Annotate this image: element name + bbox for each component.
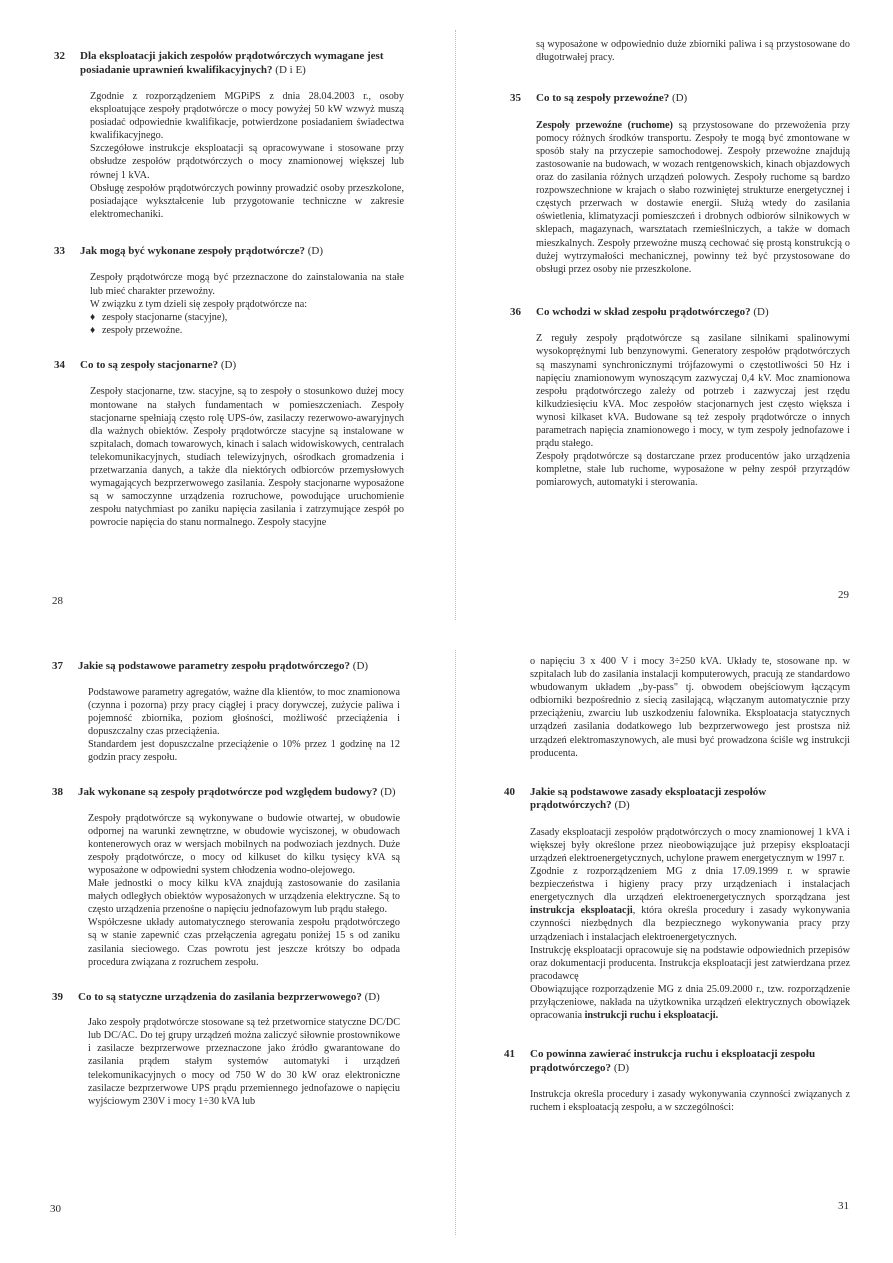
question-37 (52, 660, 400, 764)
paragraph: Podstawowe parametry agregatów, ważne dla klientów, to moc znamionowa (czynna i pozorna) przy pracy ciągłej i pracy dorywczej, zużycie paliwa i pojemność zbiornika, poziom głośności, możliwość przeciążenia i dopuszczalny czas przeciążenia. (88, 686, 400, 737)
answer (88, 1016, 400, 1108)
question-title: Jak mogą być wykonane zespoły prądotwórcze? (D) (80, 244, 324, 257)
question-number: 36 (510, 305, 521, 318)
paragraph: W związku z tym dzieli się zespoły prądotwórcze na: (90, 298, 308, 310)
answer (90, 385, 404, 529)
question-32 (54, 50, 404, 221)
page-29-column (510, 38, 850, 495)
paragraph: Z reguły zespoły prądotwórcze są zasilane silnikami spalinowymi wysokoprężnymi lub benzynowymi. Generatory zespołów prądotwórczych są maszynami synchronicznymi trójfazowymi o częstotliwości 50 Hz i napięciu znamionowym wynoszącym zazwyczaj 0,4 kV. Moc znamionowa zespołu prądotwórczego zależy od potrzeb i zazwyczaj jest rzędu kilkudziesięciu kVA. Moc zespołów stacjonarnych jest często większa i wynosi kilkaset kVA. Budowane są też zespoły prądotwórcze o innych parametrach napięcia znamionowego i mocy, w tym zespoły jednofazowe i prądu stałego. (536, 333, 850, 450)
paragraph: Instrukcja określa procedury i zasady wykonywania czynności związanych z ruchem i eksploatacją zespołu, a w szczególności: (530, 1089, 850, 1114)
page-number: 31 (838, 1200, 849, 1212)
question-title: Co powinna zawierać instrukcja ruchu i eksploatacji zespołu prądotwórczego? (D) (530, 1048, 816, 1074)
diamond-bullet-icon: ♦ (90, 324, 96, 336)
continuation (530, 655, 850, 760)
page-number: 30 (50, 1203, 61, 1215)
question-38 (52, 786, 400, 969)
paragraph: o napięciu 3 x 400 V i mocy 3÷250 kVA. Układy te, stosowane np. w szpitalach lub do zasilania instalacji komputerowych, pracują ze standardowo wbudowanym układem „by-pass" tj. obwodem obejściowym łączącym odbiorniki bezpośrednio z siecią zasilającą, włączanym automatycznie przy przeciążeniu, zwarciu lub uszkodzeniu falownika. Eksploatacja statycznych urządzeń zasilania dodatkowego lub bezprzerwowego jest prostsza niż urządzeń elektromaszynowych, ale musi być prowadzona ściśle wg instrukcji producenta. (530, 656, 850, 759)
question-number: 33 (54, 244, 65, 257)
answer (536, 119, 850, 276)
paragraph: są wyposażone w odpowiednio duże zbiorniki paliwa i są przystosowane do długotrwałej pracy. (536, 39, 850, 64)
question-title: Co to są zespoły przewoźne? (D) (536, 92, 688, 105)
paragraph: Zespoły prądotwórcze są dostarczane przez producentów jako urządzenia kompletne, stałe lub ruchome, wyposażone w pełny zespół przyrządów pomiarowych, automatyki i sterowania. (536, 451, 850, 489)
page-number: 29 (838, 589, 849, 601)
question-40 (504, 785, 850, 1022)
paragraph: Małe jednostki o mocy kilku kVA znajdują zastosowanie do zasilania małych odległych obiektów wyposażonych w urządzenia elektryczne. Są to często urządzenia przenośne o napięciu jednofazowym lub prądu stałego. (88, 878, 400, 916)
question-33 (54, 244, 404, 337)
page-28-column (54, 50, 404, 535)
question-title: Co to są statyczne urządzenia do zasilania bezprzerwowego? (D) (78, 990, 380, 1003)
paragraph: Zgodnie z rozporządzeniem MGPiPS z dnia 28.04.2003 r., osoby eksploatujące zespoły prądotwórcze o mocy powyżej 50 kW wzwyż muszą posiadać odpowiednie kwalifikacje, potwierdzone posiadaniem świadectwa kwalifikacyjnego. (90, 91, 404, 142)
paragraph: Współczesne układy automatycznego sterowania zespołu prądotwórczego są w stanie zapewnić czas przełączenia agregatu poniżej 15 s od zaniku zasilania sieciowego. Czas powrotu jest jeszcze krótszy bo odpada procedura związana z rozruchem zespołu. (88, 917, 400, 968)
paragraph: Szczegółowe instrukcje eksploatacji są opracowywane i stosowane przy obsłudze zespołów prądotwórczych o mocy znamionowej większej lub równej 1 kVA. (90, 143, 404, 181)
question-34 (54, 358, 404, 530)
diamond-bullet-icon: ♦ (90, 311, 96, 323)
paragraph: Jako zespoły prądotwórcze stosowane są też przetwornice statyczne DC/DC lub DC/AC. Do tej grupy urządzeń można zaliczyć siłownie prostownikowe i zasilacze bezprzerwowe przeznaczone jako źródło gwarantowane do zasilania prądem stałym systemów automatyki i urządzeń telekomunikacyjnych o mocy od 750 W do 30 kW oraz elektroniczne zasilacze bezprzerwowe UPS prądu przemiennego jednofazowe o napięciu wyjściowym 230V i mocy 1÷30 kVA lub (88, 1017, 400, 1107)
paragraph: Obowiązujące rozporządzenie MG z dnia 25.09.2000 r., tzw. rozporządzenie przyłączeniowe, nakłada na użytkownika urządzeń elektrycznych obowiązek opracowania instrukcji ruchu i eksploatacji. (530, 983, 850, 1022)
bold-term: instrukcja eksploatacji (530, 905, 633, 917)
question-41 (504, 1048, 850, 1114)
answer (88, 686, 400, 765)
paragraph: Zespoły stacjonarne, tzw. stacyjne, są to zespoły o stosunkowo dużej mocy montowane na stałych fundamentach w pomieszczeniach. Zespoły stacjonarne spełniają często rolę UPS-ów, zasilaczy rezerwowo-awaryjnych dla ważnych obiektów. Zespoły prądotwórcze stacyjne są instalowane w szpitalach, domach towarowych, kinach i salach widowiskowych, centralach telekomunikacyjnych, studiach telewizyjnych, ośrodkach gromadzenia i przetwarzania danych, a także dla niektórych odbiorców przemysłowych wymagających bezprzerwowego zasilania. Zespoły stacjonarne wyposażone są w samoczynne urządzenia rozruchowe, powodujące uruchomienie zespołu natychmiast po zaniku napięcia zasilania i zatrzymujące zespół po powrocie napięcia do stanu normalnego. Zespoły stacyjne (90, 386, 404, 529)
paragraph: Obsługę zespołów prądotwórczych powinny prowadzić osoby przeszkolone, posiadające wykształcenie lub przygotowanie techniczne w zakresie elektromechaniki. (90, 182, 404, 220)
question-number: 32 (54, 50, 65, 62)
bullet-item: ♦ zespoły przewoźne. (90, 324, 183, 336)
answer (536, 332, 850, 489)
page-31-column (504, 655, 850, 1120)
answer (90, 271, 404, 336)
bullet-item: ♦ zespoły stacjonarne (stacyjne), (90, 311, 228, 323)
answer (88, 812, 400, 969)
question-title: Co wchodzi w skład zespołu prądotwórczego? (D) (536, 305, 769, 318)
answer (90, 90, 404, 221)
answer (530, 826, 850, 1022)
question-number: 37 (52, 660, 63, 672)
bold-lead: Zespoły przewoźne (ruchome) (536, 119, 673, 131)
question-39 (52, 990, 400, 1108)
page-number: 28 (52, 595, 63, 607)
question-35 (510, 92, 850, 276)
paragraph: Zespoły prądotwórcze są wykonywane o budowie otwartej, w obudowie odpornej na warunki zewnętrzne, w obudowie wyciszonej, w obudowach kontenerowych oraz w wersjach mobilnych na podwoziach jezdnych. Duże zespoły prądotwórcze, o mocy od kilkuset do kilku tysięcy kVA są wyposażone w odpowiedni system chłodzenia wodno-olejowego. (88, 812, 400, 876)
question-number: 34 (54, 358, 65, 371)
continuation (536, 38, 850, 64)
question-title: Jakie są podstawowe zasady eksploatacji zespołów prądotwórczych? (D) (530, 785, 767, 812)
question-title: Jakie są podstawowe parametry zespołu prądotwórczego? (D) (78, 660, 369, 672)
paragraph: Standardem jest dopuszczalne przeciążenie o 10% przez 1 godzinę na 12 godzin pracy zespołu. (88, 738, 400, 763)
paragraph: Zespoły przewoźne (ruchome) są przystosowane do przewożenia przy pomocy różnych środków transportu. Zespoły te mogą być zmontowane w sposób stały na przyczepie samochodowej. Zespoły przewoźne znajdują zastosowanie na budowach, w wozach rentgenowskich, kinach objazdowych oraz do zasilania różnych urządzeń polowych. Zespoły ruchome są bardzo rozpowszechnione w krajach o słabo rozwiniętej strukturze energetycznej i częstych przerwach w dostawie energii. Służą wtedy do zasilania oświetlenia, klimatyzacji pomieszczeń i drobnych odbiorów silnikowych w sklepach, magazynach, warsztatach rzemieślniczych, a także w domach mieszkalnych. Zespoły przewoźne muszą cechować się prostą konstrukcją o dużej wytrzymałości mechanicznej, powinny też być przystosowane do obsługi przez osoby nie przeszkolone. (536, 119, 850, 275)
paragraph: Instrukcję eksploatacji opracowuje się na podstawie odpowiednich przepisów oraz dokumentacji producenta. Instrukcja eksploatacji jest zatwierdzana przez pracodawcę (530, 944, 850, 982)
question-number: 35 (510, 92, 521, 105)
page-30-column (52, 660, 400, 1114)
paragraph: Zgodnie z rozporządzeniem MG z dnia 17.09.1999 r. w sprawie bezpieczeństwa i higieny pracy przy urządzeniach i instalacjach energetycznych dla urządzeń elektroenergetycznych sporządzana jest instrukcja eksploatacji, która określa procedury i zasady wykonywania czynności niezbędnych dla bezpiecznego wykonywania pracy przy urządzeniach i instalacjach elektroenergetycznych. (530, 866, 850, 943)
paragraph: Zespoły prądotwórcze mogą być przeznaczone do zainstalowania na stałe lub mieć charakter przewoźny. (90, 272, 404, 297)
paragraph: Zasady eksploatacji zespołów prądotwórczych o mocy znamionowej 1 kVA i większej były określone przez nieobowiązujące już przepisy eksploatacji urządzeń elektroenergetycznych, uchylone prawem energetycznym w 1997 r. (530, 826, 850, 864)
vertical-divider-bottom (455, 650, 456, 1235)
question-title: Dla eksploatacji jakich zespołów prądotwórczych wymagane jest posiadanie uprawnień kwalifikacyjnych? (D i E) (80, 50, 384, 76)
question-number: 38 (52, 786, 63, 799)
answer (530, 1088, 850, 1114)
question-title: Co to są zespoły stacjonarne? (D) (80, 358, 237, 371)
question-number: 41 (504, 1048, 515, 1061)
bold-term: instrukcji ruchu i eksploatacji. (584, 1010, 719, 1022)
question-36 (510, 305, 850, 490)
question-number: 39 (52, 990, 63, 1003)
question-title: Jak wykonane są zespoły prądotwórcze pod względem budowy? (D) (78, 786, 396, 799)
question-number: 40 (504, 785, 515, 798)
vertical-divider-top (455, 30, 456, 620)
